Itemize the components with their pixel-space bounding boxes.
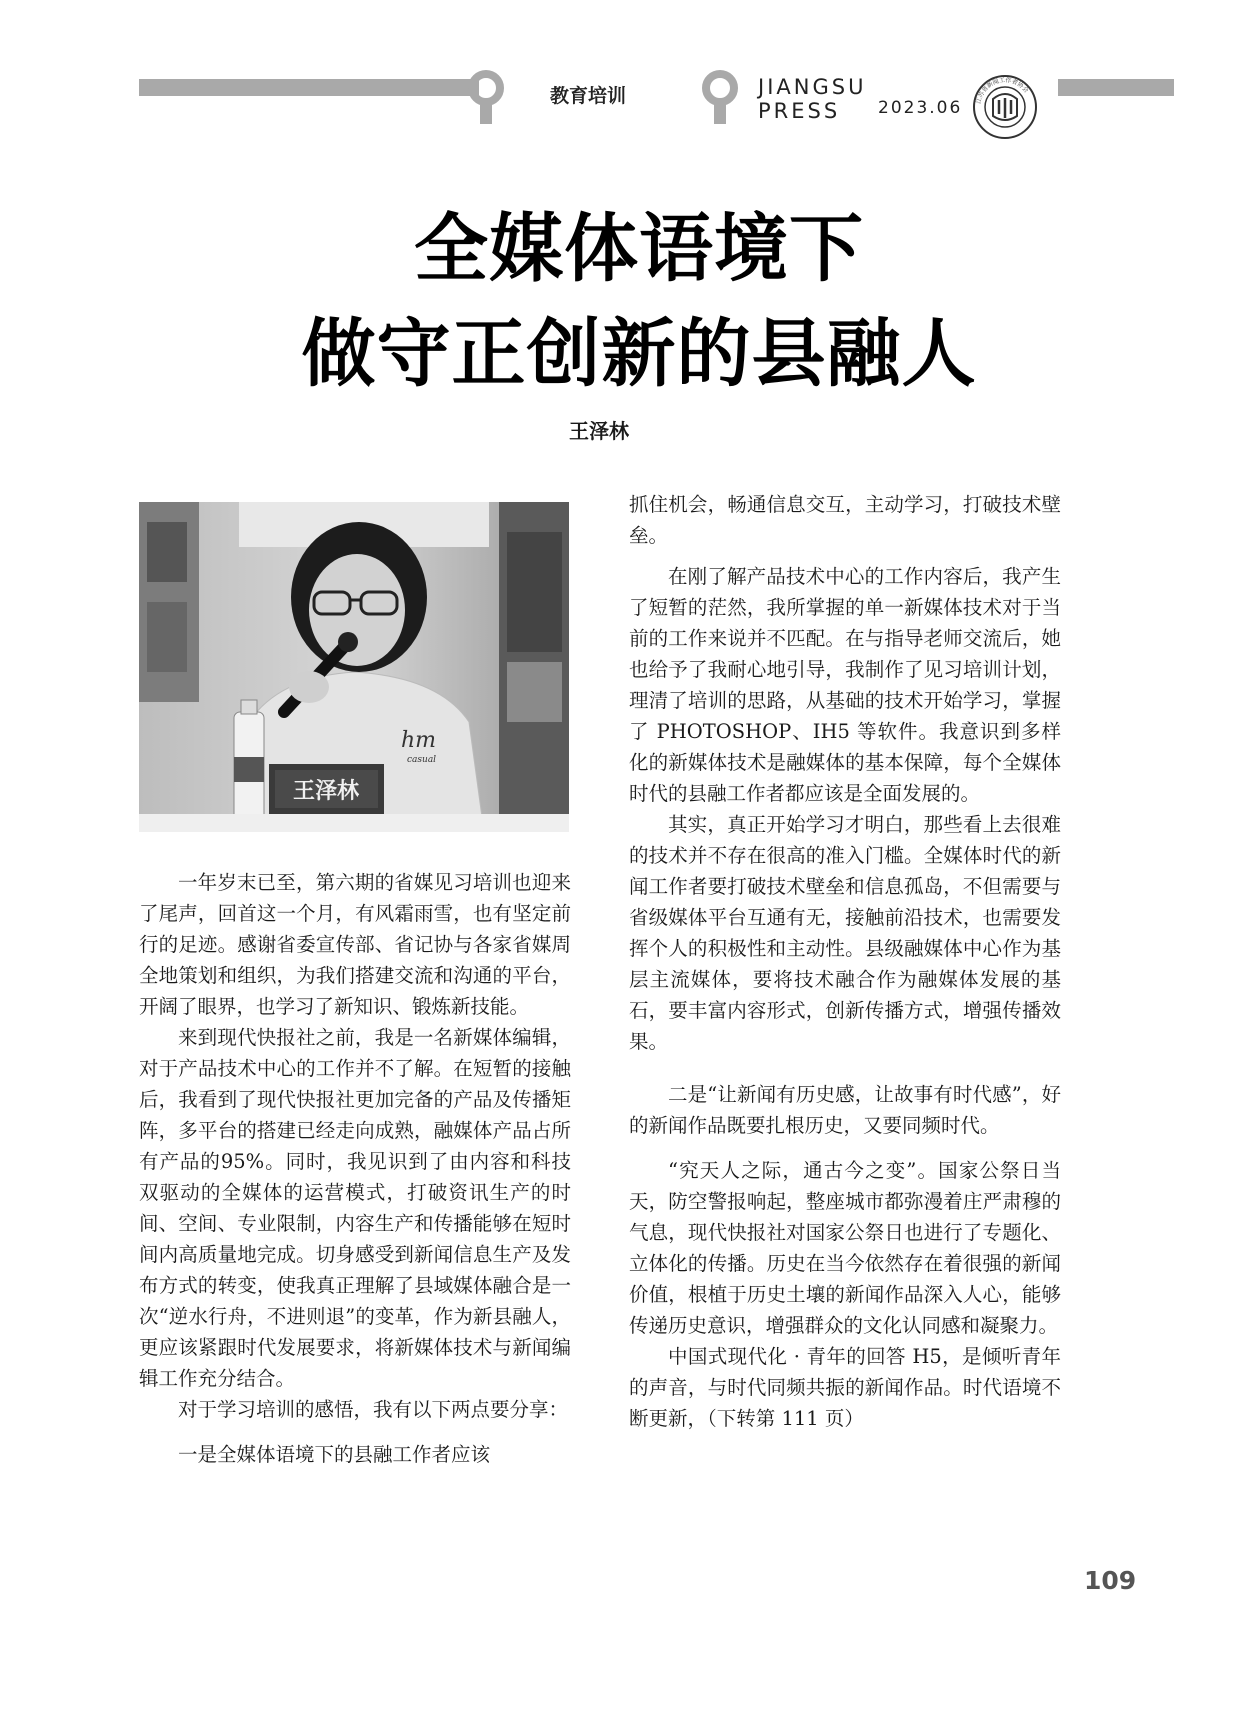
shirt-logo-text: hm [401,728,437,753]
page-number: 109 [1084,1566,1137,1595]
association-seal-logo [972,74,1038,140]
location-pin-icon [700,70,740,126]
body-paragraph: 一是全媒体语境下的县融工作者应该 [178,1443,491,1466]
body-paragraph: 对于学习培训的感悟，我有以下两点要分享： [178,1398,569,1421]
body-paragraph: 一年岁末已至，第六期的省媒见习培训也迎来了尾声，回首这一个月，有风霜雨雪，也有坚定前行的足迹。感谢省委宣传部、省记协与各家省媒周全地策划和组织，为我们搭建交流和沟通的平台，开阔了眼界，也学习了新知识、锻炼新技能。 [139,871,571,1018]
body-paragraph: 来到现代快报社之前，我是一名新媒体编辑，对于产品技术中心的工作并不了解。在短暂的接触后，我看到了现代快报社更加完备的产品及传播矩阵，多平台的搭建已经走向成熟，融媒体产品占所有产品的95%。同时，我见识到了由内容和科技双驱动的全媒体的运营模式，打破资讯生产的时间、空间、专业限制，内容生产和传播能够在短时间内高质量地完成。切身感受到新闻信息生产及发布方式的转变，使我真正理解了县域媒体融合是一次“逆水行舟，不进则退”的变革，作为新县融人，更应该紧跟时代发展要求，将新媒体技术与新闻编辑工作充分结合。 [139,1026,571,1390]
article-body-right-column [629,489,1061,1434]
article-title-line-1: 全媒体语境下 [414,206,864,292]
publication-name: JIANGSU PRESS [758,75,867,123]
section-label: 教育培训 [550,85,627,107]
shirt-logo-subtext: casual [407,755,437,765]
header-rule-right [1058,79,1174,96]
svg-text:江苏省新闻工作者协会: 江苏省新闻工作者协会 [975,76,1030,105]
location-pin-icon [466,70,506,126]
body-paragraph: 二是“让新闻有历史感，让故事有时代感”，好的新闻作品既要扎根历史，又要同频时代。 [629,1083,1061,1137]
body-paragraph: 其实，真正开始学习才明白，那些看上去很难的技术并不存在很高的准入门槛。全媒体时代的新闻工作者要打破技术壁垒和信息孤岛，不但需要与省级媒体平台互通有无，接触前沿技术，也需要发挥个人的积极性和主动性。县级融媒体中心作为基层主流媒体，要将技术融合作为融媒体发展的基石，要丰富内容形式，创新传播方式，增强传播效果。 [629,813,1061,1053]
article-body-left-column [139,867,571,1470]
body-paragraph: 抓住机会，畅通信息交互，主动学习，打破技术壁垒。 [629,493,1061,547]
author-photo [139,502,569,832]
name-plate-text: 王泽林 [292,779,360,804]
article-author: 王泽林 [569,419,629,443]
body-paragraph: “究天人之际，通古今之变”。国家公祭日当天，防空警报响起，整座城市都弥漫着庄严肃穆的气息，现代快报社对国家公祭日也进行了专题化、立体化的传播。历史在当今依然存在着很强的新闻价值，根植于历史土壤的新闻作品深入人心，能够传递历史意识，增强群众的文化认同感和凝聚力。 [629,1159,1061,1337]
article-title-line-2: 做守正创新的县融人 [301,311,977,397]
header-rule-left [139,79,479,96]
body-paragraph: 中国式现代化 · 青年的回答 H5，是倾听青年的声音，与时代同频共振的新闻作品。时代语境不断更新，（下转第 111 页） [629,1345,1061,1430]
body-paragraph: 在刚了解产品技术中心的工作内容后，我产生了短暂的茫然，我所掌握的单一新媒体技术对于当前的工作来说并不匹配。在与指导老师交流后，她也给予了我耐心地引导，我制作了见习培训计划，理清了培训的思路，从基础的技术开始学习，掌握了 PHOTOSHOP、IH5 等软件。我意识到多样化的新媒体技术是融媒体的基本保障，每个全媒体时代的县融工作者都应该是全面发展的。 [629,565,1061,805]
issue-number: 2023.06 [878,98,963,118]
